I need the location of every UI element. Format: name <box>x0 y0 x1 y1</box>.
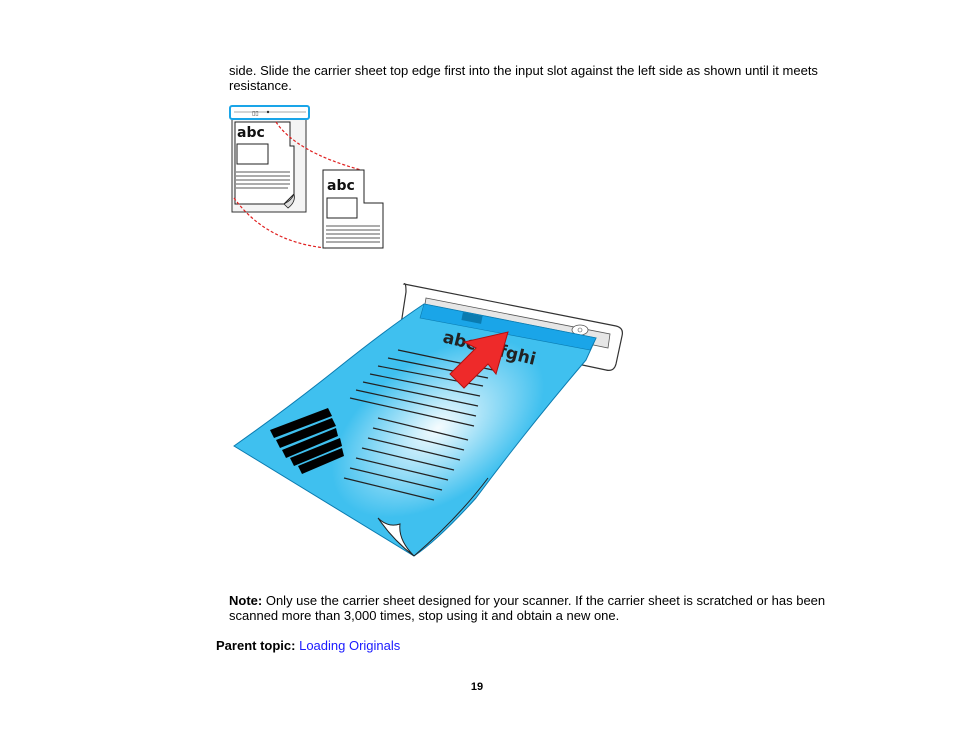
intro-paragraph: side. Slide the carrier sheet top edge first into the input slot against the left side as shown until it meets resistance. <box>229 63 818 93</box>
parent-topic <box>216 638 400 653</box>
page-number: 19 <box>470 681 484 693</box>
note-label: Note: <box>229 593 263 608</box>
note-text: Only use the carrier sheet designed for your scanner. If the carrier sheet is scratched or has been scanned more than 3,000 times, stop using it and obtain a new one. <box>229 593 826 623</box>
svg-text:▯▯: ▯▯ <box>252 111 259 117</box>
note-paragraph <box>229 593 829 623</box>
loading-originals-link[interactable]: Loading Originals <box>299 638 401 653</box>
parent-topic-label: Parent topic: <box>216 638 296 653</box>
carrier-sheet-insertion-illustration <box>226 102 390 252</box>
sheet-label-1: abc <box>237 125 265 141</box>
carrier-sheet-top-edge-highlight <box>230 106 309 119</box>
sheet-label-2: abc <box>327 178 355 194</box>
scanner-insertion-illustration <box>228 278 628 560</box>
